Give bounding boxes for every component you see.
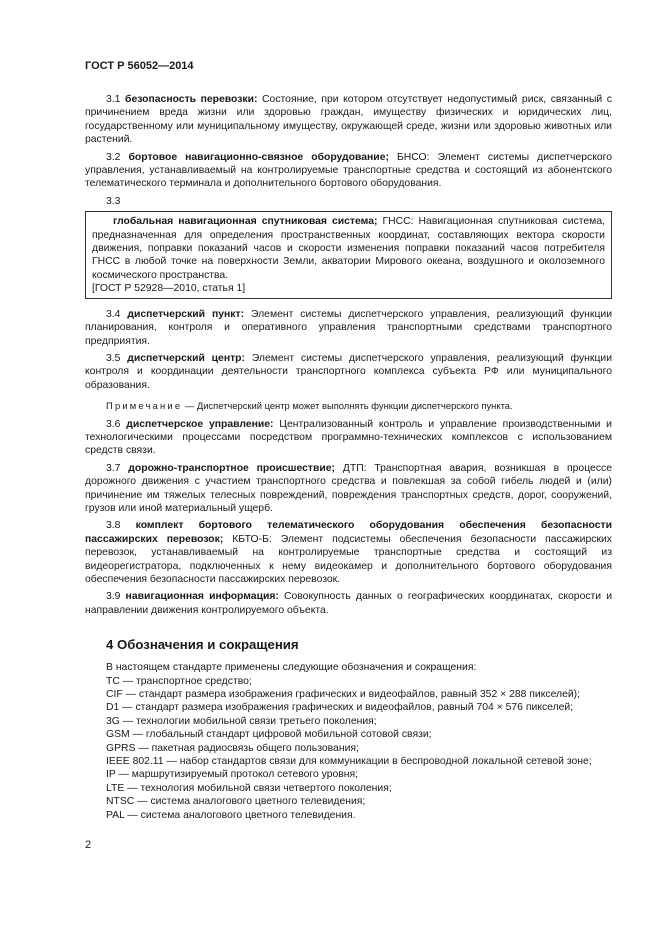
definition-term: диспетчерский центр: <box>127 352 245 364</box>
definition-text: БНСО: Элемент системы диспетчерского управления, устанавливаемый на контролируемые транспортные средства и состоящий из абонентского телематического терминала и дополнительного бортового оборудования. <box>85 151 612 190</box>
definition-3-2 <box>85 151 612 191</box>
definition-3-5 <box>85 352 612 392</box>
definition-number: 3.4 <box>106 308 121 320</box>
abbreviation-item: IEEE 802.11 — набор стандартов связи для коммуникации в беспроводной локальной сетевой зоне; <box>106 756 592 768</box>
document-code-header: ГОСТ Р 56052—2014 <box>85 60 194 72</box>
definition-term: диспетчерское управление: <box>126 418 274 430</box>
definition-term: дорожно-транспортное происшествие; <box>128 462 335 474</box>
section-4-title: 4 Обозначения и сокращения <box>106 637 299 653</box>
definition-term: комплект бортового телематического оборудования обеспечения безопасности пассажирских перевозок; <box>85 520 612 545</box>
definition-number: 3.7 <box>106 462 121 474</box>
definition-3-6 <box>85 418 612 458</box>
abbreviation-item: LTE — технология мобильной связи четвертого поколения; <box>106 782 392 794</box>
abbreviation-item: ТС — транспортное средство; <box>106 675 252 687</box>
abbreviation-item: GPRS — пакетная радиосвязь общего пользования; <box>106 742 359 754</box>
abbreviation-item: GSM — глобальный стандарт цифровой мобильной сотовой связи; <box>106 729 432 741</box>
definition-number: 3.5 <box>106 352 121 364</box>
definition-number: 3.1 <box>106 94 121 105</box>
definition-3-7 <box>85 462 612 516</box>
definition-number: 3.6 <box>106 418 121 430</box>
page-body <box>85 93 612 822</box>
abbreviation-item: NTSC — система аналогового цветного телевидения; <box>106 796 366 808</box>
note <box>85 399 612 412</box>
definition-text: ДТП: Транспортная авария, возникшая в процессе дорожного движения с участием транспортного средства и повлекшая за собой гибель людей и (или) причинение им тяжелых телесных повреждений, повреждения транспортных средств, дорог, сооружений, грузов или иной материальный ущерб. <box>85 462 612 514</box>
definition-3-4 <box>85 308 612 348</box>
definition-3-3 <box>92 215 605 282</box>
abbreviation-item: PAL — система аналогового цветного телевидения. <box>106 809 356 821</box>
abbreviation-item: 3G — технологии мобильной связи третьего поколения; <box>106 715 377 727</box>
definition-term: безопасность перевозки: <box>125 94 258 105</box>
definition-text: Совокупность данных о географических координатах, скорости и направлении движения контролируемого объекта. <box>85 591 612 616</box>
definition-number: 3.8 <box>106 520 121 532</box>
definition-number: 3.2 <box>106 151 121 163</box>
definition-term: бортовое навигационно-связное оборудование; <box>128 151 389 163</box>
definition-3-9 <box>85 590 612 617</box>
definition-3-8 <box>85 519 612 586</box>
definition-3-1 <box>85 93 612 147</box>
note-label: Примечание <box>106 400 183 412</box>
citation-box <box>85 211 612 298</box>
abbreviation-item: CIF — стандарт размера изображения графических и видеофайлов, равный 352 × 288 пикселей); <box>106 689 581 701</box>
note-text: — Диспетчерский центр может выполнять функции диспетчерского пункта. <box>182 400 513 412</box>
abbreviation-item: IP — маршрутизируемый протокол сетевого уровня; <box>106 769 359 781</box>
definition-term: глобальная навигационная спутниковая система; <box>113 216 378 228</box>
definition-term: навигационная информация: <box>125 591 279 603</box>
definition-text: Элемент системы диспетчерского управления, реализующий функции контроля и координации деятельности транспортного комплекса субъекта РФ или муниципального образования. <box>85 352 613 391</box>
definition-text: КБТО-Б: Элемент подсистемы обеспечения безопасности пассажирских перевозок, устанавливаемый на контролируемые транспортные средства и состоящий из видеорегистратора, подключенных к нему видеокамер и дополнительного бортового оборудования обеспечения безопасности пассажирских перевозок. <box>85 533 613 585</box>
page-number: 2 <box>85 839 92 851</box>
section-4-intro: В настоящем стандарте применены следующие обозначения и сокращения: <box>106 662 477 674</box>
definition-text: ГНСС: Навигационная спутниковая система, предназначенная для определения пространственных координат, составляющих вектора скорости движения, поправки показаний часов и скорости изменения поправки показаний часов потребителя ГНСС в любой точке на поверхности Земли, акватории Мирового океана, воздушного и околоземного космического пространства. <box>92 216 605 281</box>
definition-text: Элемент системы диспетчерского управления, реализующий функции планирования, контроля и оперативного управления транспортными средствами транспортного предприятия. <box>85 308 613 347</box>
definition-number: 3.9 <box>106 591 121 603</box>
abbreviation-item: D1 — стандарт размера изображения графических и видеофайлов, равный 704 × 576 пикселей; <box>106 702 574 714</box>
definition-term: диспетчерский пункт: <box>127 308 245 320</box>
definition-text: Состояние, при котором отсутствует недопустимый риск, связанный с причинением вреда жизни или здоровью граждан, имуществу физических и юридических лиц, государственному или муниципальному имуществу, окружающей среде, жизни или здоровью животных или растений. <box>85 94 612 146</box>
definition-3-3-number: 3.3 <box>106 195 121 207</box>
definition-text: Централизованный контроль и управление производственными и технологическими процессами посредством программно-технических комплексов с использованием средств связи. <box>85 418 612 457</box>
citation-source: [ГОСТ Р 52928—2010, статья 1] <box>92 283 246 295</box>
